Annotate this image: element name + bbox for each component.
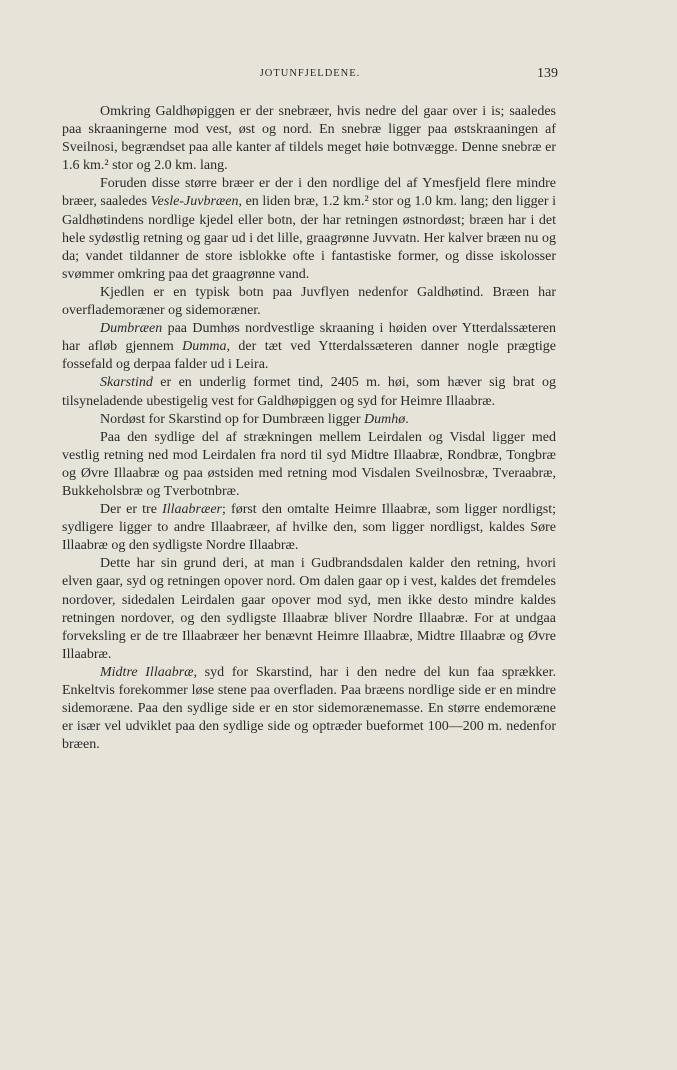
body-text [62,103,556,754]
text-run: Kjedlen er en typisk botn paa Juvflyen nedenfor Galdhøtind. Bræen har overflademoræner og sidemoræner. [62,284,556,319]
page-header [62,68,558,88]
text-run: Paa den sydlige del af strækningen mellem Leirdalen og Visdal ligger med vestlig retning ned mod Leirdalen fra nord til syd Midtre Illaabræ, Rondbræ, Tongbræ og Øvre Illaabræ og paa østsiden med retning mod Visdalen Sveilnosbræ, Tveraabræ, Bukkeholsbræ og Tverbotnbræ. [62,429,556,499]
text-run: Nordøst for Skarstind op for Dumbræen ligger [100,411,365,427]
text-run: paa Dumhøs nordvestlige skraaning i høiden over Ytterdalssæteren har afløb gjennem [62,321,556,355]
paragraph-p10 [62,664,556,754]
paragraph-p2 [62,175,556,284]
text-run: , en liden bræ, 1.2 km.² stor og 1.0 km. lang; den ligger i Galdhøtindens nordlige kjedel eller botn, der har retningen østnordøst; bræen har i det hele sydøstlig retning og gaar ud i det lille, graagrønne Juvvatn. Her kalver bræen nu og da; vandet tildanner de store isblokke ofte i fantastiske former, og disse iskolosser svømmer omkring paa det graagrønne vand. [62,194,556,282]
text-run: Foruden disse større bræer er der i den nordlige del af Ymesfjeld flere mindre bræer, saaledes [62,176,556,210]
paragraph-p9 [62,555,556,664]
paragraph-p1 [62,103,556,175]
paragraph-p3 [62,284,556,320]
text-run: , syd for Skarstind, har i den nedre del kun faa sprækker. Enkeltvis forekommer løse stene paa overfladen. Paa bræens nordlige side er en mindre sidemoræne. Paa den sydlige side er en stor sidemorænemasse. En større endemoræne er især vel udviklet paa den sydlige side og optræder bueformet 100—200 m. nedenfor bræen. [62,664,556,753]
text-run: Der er tre [100,502,163,518]
text-run: Omkring Galdhøpiggen er der snebræer, hvis nedre del gaar over i is; saaledes paa skraaningerne mod vest, øst og nord. En snebræ ligger paa østskraaningen af Sveilnosi, begrændset paa alle kanter af tildels meget høie botnvægge. Denne snebræ er 1.6 km.² stor og 2.0 km. lang. [62,104,556,174]
paragraph-p4 [62,320,556,374]
paragraph-p8 [62,501,556,555]
text-run: , der tæt ved Ytterdalssæteren danner nogle prægtige fossefald og derpaa falder ud i Leira. [62,339,556,373]
page-number: 139 [537,66,558,81]
paragraph-p5 [62,374,556,410]
text-run: Dette har sin grund deri, at man i Gudbrandsdalen kalder den retning, hvori elven gaar, syd og retningen opover nord. Om dalen gaar op i vest, kaldes det fremdeles nordover, sidedalen Leirdalen gaar opover mod syd, men ikke desto mindre kaldes retningen nordover, og den sydligste Illaabræ bliver Nordre Illaabræ. For at undgaa forveksling er de tre Illaabræer her benævnt Heimre Illaabræ, Midtre Illaabræ og Øvre Illaabræ. [62,556,556,662]
italic-term: Midtre Illaabræ [100,664,194,680]
text-run: . [405,411,409,427]
italic-term: Vesle-Juvbræen [150,194,239,210]
text-run: er en underlig formet tind, 2405 m. høi, som hæver sig brat og tilsyneladende ubestigelig vest for Galdhøpiggen og syd for Heimre Illaabræ. [62,375,556,409]
italic-term: Dumhø [364,411,406,427]
italic-term: Dumma [182,339,227,355]
paragraph-p6 [62,411,556,429]
paragraph-p7 [62,429,556,501]
italic-term: Illaabræer [162,502,222,518]
italic-term: Dumbræen [100,321,163,337]
running-title: JOTUNFJELDENE. [259,68,361,79]
italic-term: Skarstind [100,375,153,391]
text-run: ; først den omtalte Heimre Illaabræ, som ligger nordligst; sydligere ligger to andre Illaabræer, af hvilke den, som ligger nordligst, kaldes Søre Illaabræ og den sydligste Nordre Illaabræ. [62,502,556,554]
